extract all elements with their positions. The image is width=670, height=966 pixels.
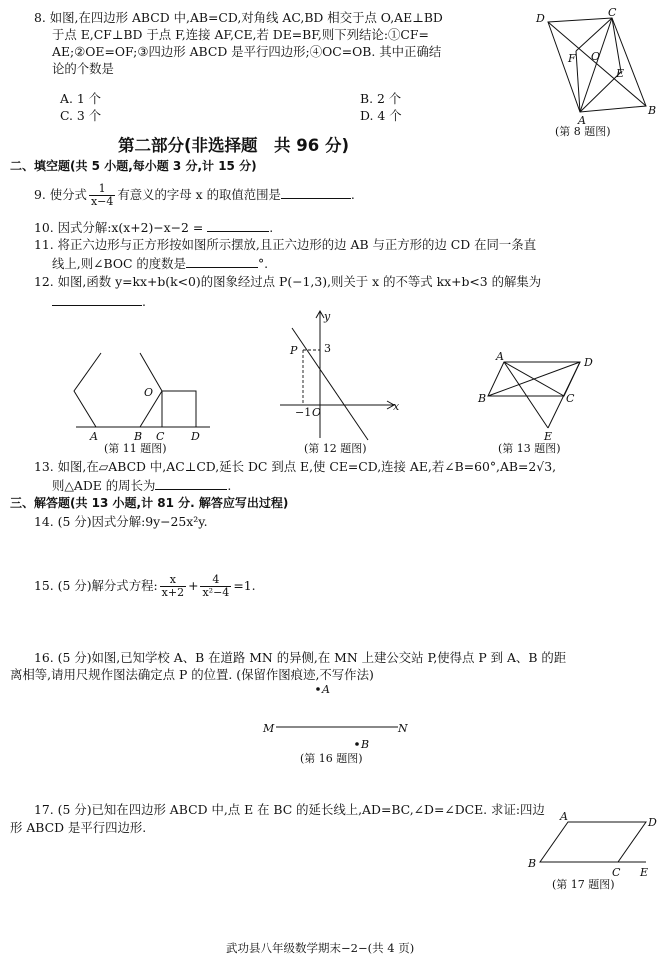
fig12-label-p: P <box>290 344 298 357</box>
fig13-caption: (第 13 题图) <box>498 442 561 455</box>
fig13-label-d: D <box>584 356 593 369</box>
q10-end: . <box>269 220 274 235</box>
q16-line1: 16. (5 分)如图,已知学校 A、B 在道路 MN 的异侧,在 MN 上建公交站 P,使得点 P 到 A、B 的距 <box>34 650 567 665</box>
q8-label-f: F <box>568 52 576 65</box>
fig11-label-c: C <box>156 430 165 443</box>
q17-line2: 形 ABCD 是平行四边形. <box>10 820 147 835</box>
fig17-label-c: C <box>612 866 621 879</box>
q11-end: °. <box>257 256 269 271</box>
q12-line1: 12. 如图,函数 y=kx+b(k<0)的图象经过点 P(−1,3),则关于 x 的不等式 kx+b<3 的解集为 <box>34 274 542 289</box>
fig12-label-3: 3 <box>324 342 331 355</box>
fig16-label-m: M <box>263 722 275 735</box>
fig17-label-d: D <box>648 816 657 829</box>
q8-label-a: A <box>578 114 586 127</box>
q15-denominator-2: x²−4 <box>202 586 230 599</box>
q8-line2: 于点 E,CF⊥BD 于点 F,连接 AF,CE,若 DE=BF,则下列结论:①CF= <box>52 27 429 42</box>
fig11-label-b: B <box>134 430 143 443</box>
fig17-label-e: E <box>640 866 649 879</box>
q8-option-d: D. 4 个 <box>360 108 402 123</box>
fig17-label-a: A <box>560 810 568 823</box>
fig12-label-neg1: −1 <box>295 406 312 419</box>
fig12-caption: (第 12 题图) <box>304 442 367 455</box>
q16-line2: 离相等,请用尺规作图法确定点 P 的位置. (保留作图痕迹,不写作法) <box>10 667 374 682</box>
q15-numerator-1: x <box>160 574 186 587</box>
fig16-label-b: B <box>361 738 370 751</box>
q11-line1: 11. 将正六边形与正方形按如图所示摆放,且正六边形的边 AB 与正方形的边 CD 在同一条直 <box>34 237 537 252</box>
q15-post: =1. <box>233 578 256 593</box>
fig12-label-x: x <box>393 400 400 413</box>
q8-option-c: C. 3 个 <box>60 108 102 123</box>
q8-caption: (第 8 题图) <box>555 125 611 138</box>
q13-line1: 13. 如图,在▱ABCD 中,AC⊥CD,延长 DC 到点 E,使 CE=CD,连接 AE,若∠B=60°,AB=2√3, <box>34 459 557 474</box>
fig11-label-d: D <box>191 430 200 443</box>
q9-post: 有意义的字母 x 的取值范围是 <box>117 187 281 202</box>
q8-label-b: B <box>648 104 657 117</box>
q9-end: . <box>350 187 355 202</box>
q11-line2: 线上,则∠BOC 的度数是 <box>52 256 186 271</box>
fig13-label-a: A <box>496 350 504 363</box>
part2-title: 第二部分(非选择题 共 96 分) <box>118 136 350 155</box>
q8-label-c: C <box>608 6 617 19</box>
q15-plus: + <box>188 578 199 593</box>
q10-text: 10. 因式分解:x(x+2)−x−2 = <box>34 220 204 235</box>
fig17-label-b: B <box>528 857 537 870</box>
q17-line1: 17. (5 分)已知在四边形 ABCD 中,点 E 在 BC 的延长线上,AD=BC,∠D=∠DCE. 求证:四边 <box>34 802 545 817</box>
fig13-label-c: C <box>566 392 575 405</box>
section3-title: 三、解答题(共 13 小题,计 81 分. 解答应写出过程) <box>10 496 289 510</box>
q8-line1: 8. 如图,在四边形 ABCD 中,AB=CD,对角线 AC,BD 相交于点 O,AE⊥BD <box>34 10 443 25</box>
fig11-label-o: O <box>144 386 154 399</box>
q15-numerator-2: 4 <box>200 574 231 587</box>
q8-label-d: D <box>536 12 545 25</box>
q13-end: . <box>227 478 232 493</box>
q9-denominator: x−4 <box>90 195 114 208</box>
fig11-label-a: A <box>90 430 98 443</box>
q15-denominator-1: x+2 <box>161 586 185 599</box>
fig16-caption: (第 16 题图) <box>300 752 363 765</box>
fig12-label-y: y <box>324 310 331 323</box>
q8-label-e: E <box>616 67 625 80</box>
fig16-label-a: A <box>322 683 330 696</box>
q15-pre: 15. (5 分)解分式方程: <box>34 578 158 593</box>
q14: 14. (5 分)因式分解:9y−25x²y. <box>34 514 208 529</box>
q9-pre: 9. 使分式 <box>34 187 87 202</box>
q8-label-o: O <box>591 50 601 63</box>
page-footer: 武功县八年级数学期末−2−(共 4 页) <box>226 941 415 955</box>
fig13-label-e: E <box>544 430 553 443</box>
fig17-caption: (第 17 题图) <box>552 878 615 891</box>
q8-option-b: B. 2 个 <box>360 91 402 106</box>
q8-line4: 论的个数是 <box>52 61 114 76</box>
q8-line3: AE;②OE=OF;③四边形 ABCD 是平行四边形;④OC=OB. 其中正确结 <box>52 44 442 59</box>
q12-end: . <box>142 294 146 309</box>
fig12-label-o: O <box>312 406 322 419</box>
q8-option-a: A. 1 个 <box>60 91 102 106</box>
q9-numerator: 1 <box>89 183 115 196</box>
q13-line2: 则△ADE 的周长为 <box>52 478 156 493</box>
section2-title: 二、填空题(共 5 小题,每小题 3 分,计 15 分) <box>10 159 257 173</box>
fig11-caption: (第 11 题图) <box>104 442 167 455</box>
fig16-label-n: N <box>398 722 408 735</box>
fig13-label-b: B <box>478 392 487 405</box>
